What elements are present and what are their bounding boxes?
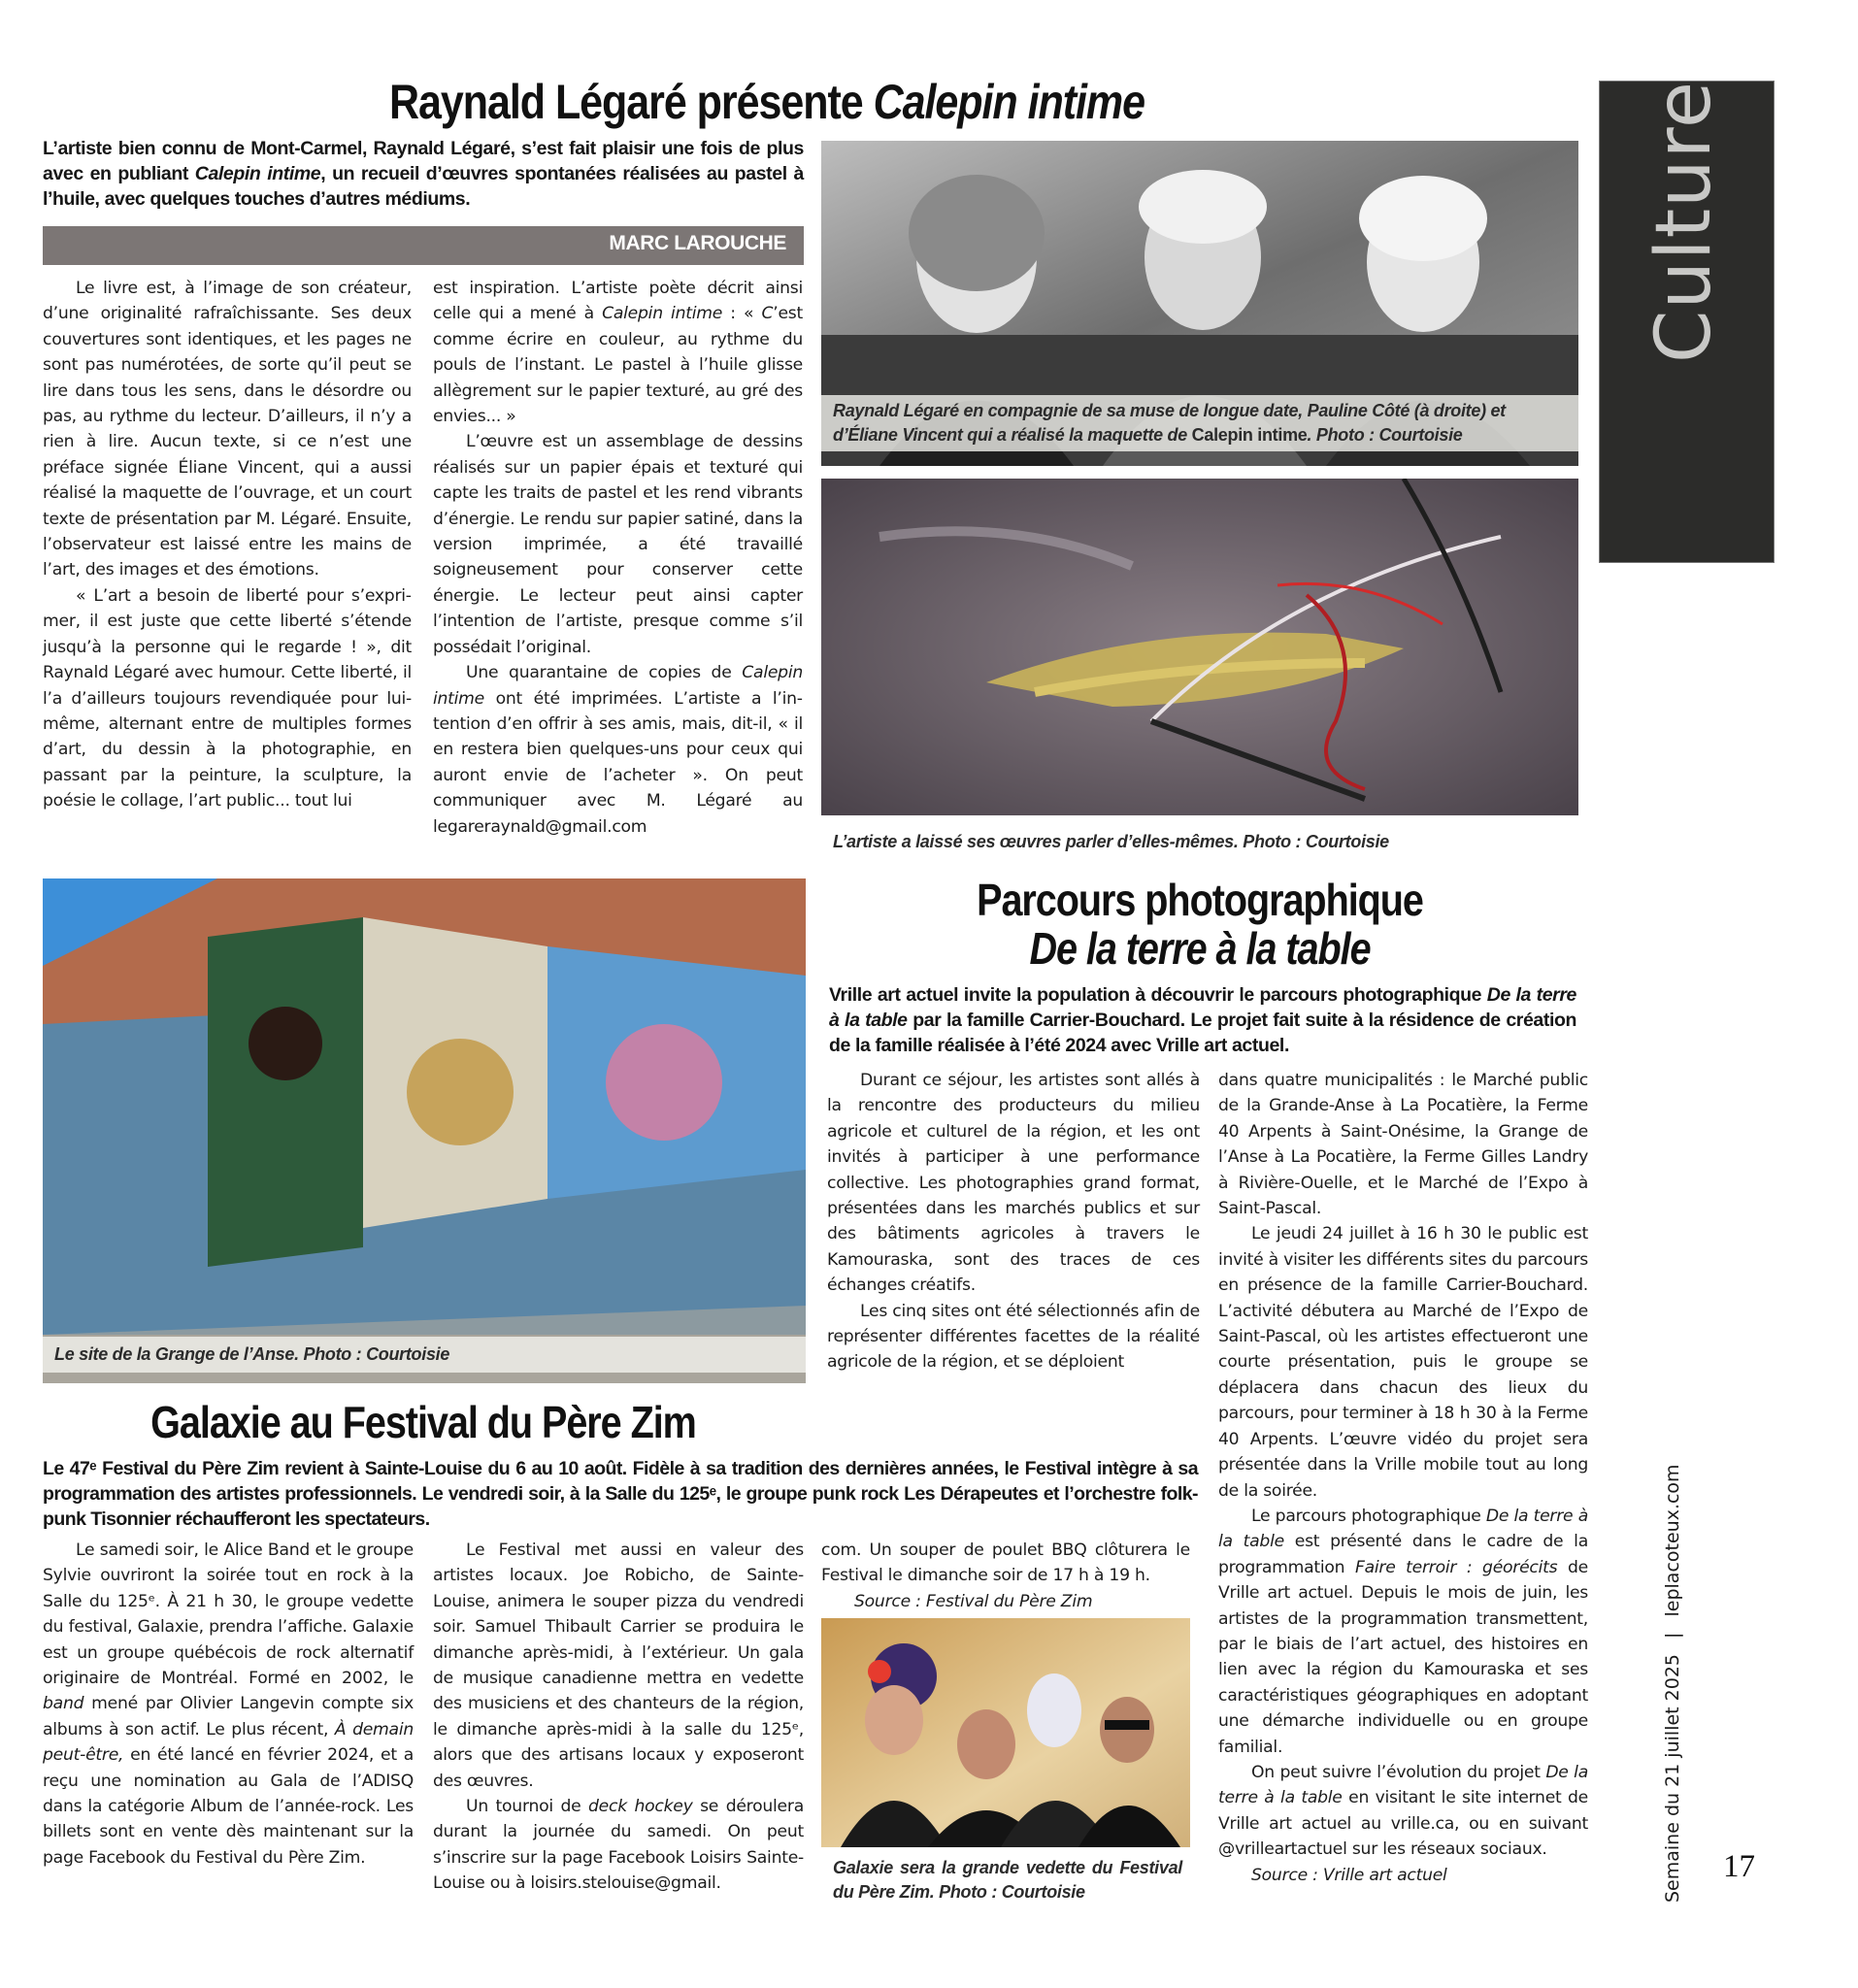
barn-mural-photo: [43, 878, 806, 1383]
issue-footer: [1662, 1464, 1683, 1903]
portrait-photo: [821, 141, 1578, 466]
band-photo-image: [821, 1618, 1190, 1847]
page-number: 17: [1723, 1849, 1755, 1884]
article2-title-line2: De la terre à la table: [1029, 923, 1371, 974]
article2-column-1: Durant ce séjour, les artistes sont allés à la rencontre des producteurs du milieu agricole et culturel de la région, et les ont invités à participer à une performance collective. Les photographies grand format, présentées dans les marchés publics et sur des bâtiments agricoles à travers le Kamouraska, sont des traces de ces échanges créatifs. Les cinq sites ont été sélectionnés afin de représenter différentes facettes de la réalité agricole de la région, et se déploient: [827, 1071, 1200, 1373]
barn-mural-photo-image: [43, 878, 806, 1383]
band-photo-caption: Galaxie sera la grande vedette du Festival du Père Zim. Photo : Courtoisie: [833, 1858, 1182, 1902]
article2-title-line1: Parcours photographique: [977, 875, 1423, 925]
article3-title: Galaxie au Festival du Père Zim: [150, 1397, 696, 1447]
band-photo: [821, 1618, 1190, 1847]
article3-column-1: Le samedi soir, le Alice Band et le groupe Sylvie ouvriront la soirée tout en rock à la Salle du 125ᵉ. À 21 h 30, le groupe vedette du festival, Galaxie, prendra l’affiche. Galaxie est un groupe québécois de rock alternatif originaire de Montréal. Formé en 2002, le band mené par Olivier Langevin compte six albums à son actif. Le plus récent, À demain peut-être, en été lancé en février 2024, et a reçu une nomination au Gala de l’ADISQ dans la catégorie Album de l’année-rock. Les billets sont en vente dès maintenant sur la page Facebook du Festival du Père Zim.: [43, 1541, 414, 1868]
article1-lede: L’artiste bien connu de Mont-Carmel, Raynald Légaré, s’est fait plaisir une fois de plus avec en publiant Calepin intime, un recueil d’œuvres spontanées réalisées au pastel à l’huile, avec quelques touches d’autres médiums.: [43, 138, 804, 210]
section-tab: [1599, 81, 1775, 563]
artwork-photo-image: [821, 479, 1578, 815]
byline: MARC LAROUCHE: [43, 226, 804, 265]
section-label: Culture: [1641, 81, 1728, 363]
article3-lede: Le 47ᵉ Festival du Père Zim revient à Sainte-Louise du 6 au 10 août. Fidèle à sa tradition des dernières années, le Festival intègre à sa programmation des artistes professionnels. Le vendredi soir, à la Salle du 125ᵉ, le groupe punk rock Les Dérapeutes et l’orchestre folk-punk Tisonnier réchaufferont les spectateurs.: [43, 1458, 1198, 1530]
article1-title: Raynald Légaré présente Calepin intime: [388, 75, 1145, 129]
artwork-photo: [821, 479, 1578, 815]
article3-column-2: Le Festival met aussi en valeur des artistes locaux. Joe Robicho, de Sainte-Louise, animera le souper pizza du vendredi soir. Samuel Thibault Carrier se produira le dimanche après-midi, à l’extérieur. Un gala de musique canadienne mettra en vedette des musiciens et des chanteurs de la région, le dimanche après-midi à la salle du 125ᵉ, alors que des artisans locaux y exposeront des œuvres. Un tournoi de deck hockey se déroulera durant la journée du samedi. On peut s’inscrire sur la page Facebook Loisirs Sainte-Louise ou à loisirs.stelouise@gmail.: [433, 1541, 804, 1894]
article3-column-3: com. Un souper de poulet BBQ clôturera le Festival le dimanche soir de 17 h à 19 h. Source : Festival du Père Zim: [821, 1541, 1190, 1611]
site-link[interactable]: leplacoteux.com: [1662, 1464, 1683, 1617]
artwork-photo-caption: L’artiste a laissé ses œuvres parler d’elles-mêmes. Photo : Courtoisie: [833, 832, 1389, 851]
article2-lede: Vrille art actuel invite la population à découvrir le parcours photographique De la terre à la table par la famille Carrier-Bouchard. Le projet fait suite à la résidence de création de la famille réalisée à l’été 2024 avec Vrille art actuel.: [829, 984, 1577, 1056]
footer-separator: |: [1662, 1632, 1683, 1639]
issue-date: Semaine du 21 juillet 2025: [1662, 1654, 1683, 1903]
barn-mural-photo-caption: Le site de la Grange de l’Anse. Photo : Courtoisie: [43, 1337, 806, 1373]
article1-column-2: est inspiration. L’artiste poète décrit ainsi celle qui a mené à Calepin intime : « C’est comme écrire en couleur, au rythme du pouls de l’instant. Le pastel à l’huile glisse allègrement sur le papier texturé, au gré des envies... » L’œuvre est un assemblage de dessins réalisés sur un papier épais et texturé qui capte les traits de pastel et les rend vibrants d’énergie. Le rendu sur papier satiné, dans la version imprimée, a été travaillé soigneusement pour conserver cette énergie. Le lecteur peut ainsi capter l’intention de l’artiste, presque comme s’il possédait l’original. Une quarantaine de copies de Calepin intime ont été imprimées. L’artiste a l’intention d’en offrir à ses amis, mais, dit-il, « il en restera bien quelques-uns pour ceux qui auront envie de l’acheter ». On peut communiquer avec M. Légaré au legareraynald@gmail.com: [433, 279, 803, 837]
article1-column-1: Le livre est, à l’image de son créateur, d’une originalité rafraîchissante. Ses deux couvertures sont identiques, et les pages ne sont pas numérotées, de sorte qu’il peut se lire dans tous les sens, dans le désordre ou pas, au rythme du lecteur. D’ailleurs, il n’y a rien à lire. Aucun texte, si ce n’est une préface signée Éliane Vincent, qui a aussi réalisé la maquette de l’ouvrage, et un court texte de présentation par M. Légaré. Ensuite, l’observateur est laissé entre les mains de l’art, des images et des émotions. « L’art a besoin de liberté pour s’exprimer, il est juste que cette liberté s’étende jusqu’à la personne qui le regarde ! », dit Raynald Légaré avec humour. Cette liberté, il l’a d’ailleurs toujours revendiquée pour lui-même, alternant entre de multiples formes d’art, du dessin à la photographie, en passant par la peinture, la sculpture, la poésie le collage, l’art public... tout lui: [43, 279, 412, 812]
article2-column-2: dans quatre municipalités : le Marché public de la Grande-Anse à La Pocatière, la Ferme 40 Arpents à Saint-Onésime, la Grange de l’Anse à La Pocatière, la Ferme Gilles Landry à Rivière-Ouelle, et le Marché de l’Expo à Saint-Pascal. Le jeudi 24 juillet à 16 h 30 le public est invité à visiter les différents sites du parcours en présence de la famille Carrier-Bouchard. L’activité débutera au Marché de l’Expo de Saint-Pascal, où les artistes effectueront une courte présentation, puis le groupe se déplacera dans chacun des lieux du parcours, pour terminer à 18 h 30 à la Ferme 40 Arpents. L’œuvre vidéo du projet sera présentée dans la Vrille mobile tout au long de la soirée. Le parcours photographique De la terre à la table est présenté dans le cadre de la programmation Faire terroir : géorécits de Vrille art actuel. Depuis le mois de juin, les artistes de la programmation transmettent, par le biais de l’art actuel, des histoires en lien avec la région du Kamouraska et ses caractéristiques géographiques en adoptant une démarche individuelle ou en groupe familial. On peut suivre l’évolution du projet De la terre à la table en visitant le site internet de Vrille art actuel au vrille.ca, ou en suivant @vrilleartactuel sur les réseaux sociaux. Source : Vrille art actuel: [1218, 1071, 1588, 1885]
portrait-photo-caption: Raynald Légaré en compagnie de sa muse de longue date, Pauline Côté (à droite) et d’Éliane Vincent qui a réalisé la maquette de Calepin intime. Photo : Courtoisie: [821, 395, 1578, 451]
